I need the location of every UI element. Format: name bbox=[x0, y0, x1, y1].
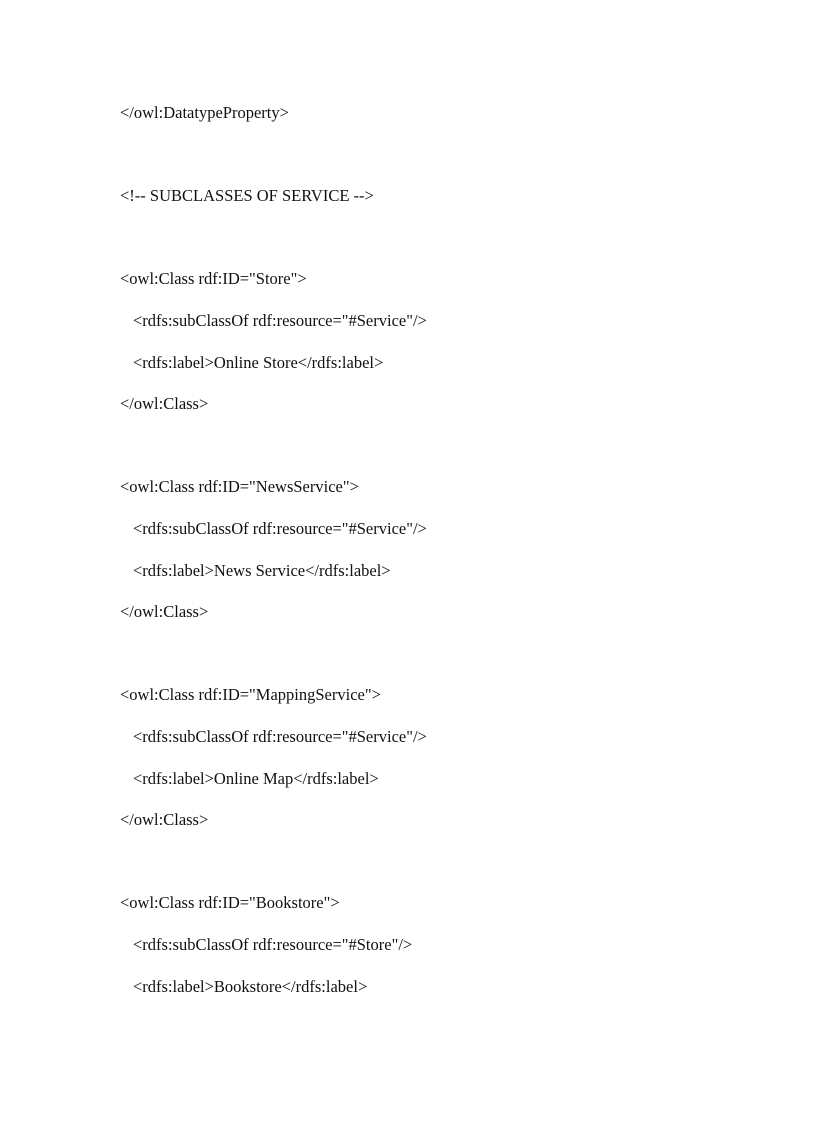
code-line-class-mapping-open: <owl:Class rdf:ID="MappingService"> bbox=[120, 685, 381, 704]
code-line-bookstore-subclassof: <rdfs:subClassOf rdf:resource="#Store"/> bbox=[133, 935, 413, 954]
code-line-class-store-open: <owl:Class rdf:ID="Store"> bbox=[120, 269, 307, 288]
code-line-mapping-subclassof: <rdfs:subClassOf rdf:resource="#Service"/> bbox=[133, 727, 427, 746]
code-line-store-label: <rdfs:label>Online Store</rdfs:label> bbox=[133, 353, 384, 372]
code-line-class-news-close: </owl:Class> bbox=[120, 602, 209, 621]
code-line-bookstore-label: <rdfs:label>Bookstore</rdfs:label> bbox=[133, 977, 368, 996]
code-line-class-mapping-close: </owl:Class> bbox=[120, 810, 209, 829]
code-line-mapping-label: <rdfs:label>Online Map</rdfs:label> bbox=[133, 769, 379, 788]
code-line-comment-subclasses: <!-- SUBCLASSES OF SERVICE --> bbox=[120, 186, 374, 205]
code-line-class-news-open: <owl:Class rdf:ID="NewsService"> bbox=[120, 477, 359, 496]
code-line-class-bookstore-open: <owl:Class rdf:ID="Bookstore"> bbox=[120, 893, 340, 912]
code-line-news-subclassof: <rdfs:subClassOf rdf:resource="#Service"/> bbox=[133, 519, 427, 538]
code-line-news-label: <rdfs:label>News Service</rdfs:label> bbox=[133, 561, 391, 580]
code-line-store-subclassof: <rdfs:subClassOf rdf:resource="#Service"/> bbox=[133, 311, 427, 330]
code-line-class-store-close: </owl:Class> bbox=[120, 394, 209, 413]
code-line-datatype-property-close: </owl:DatatypeProperty> bbox=[120, 103, 289, 122]
